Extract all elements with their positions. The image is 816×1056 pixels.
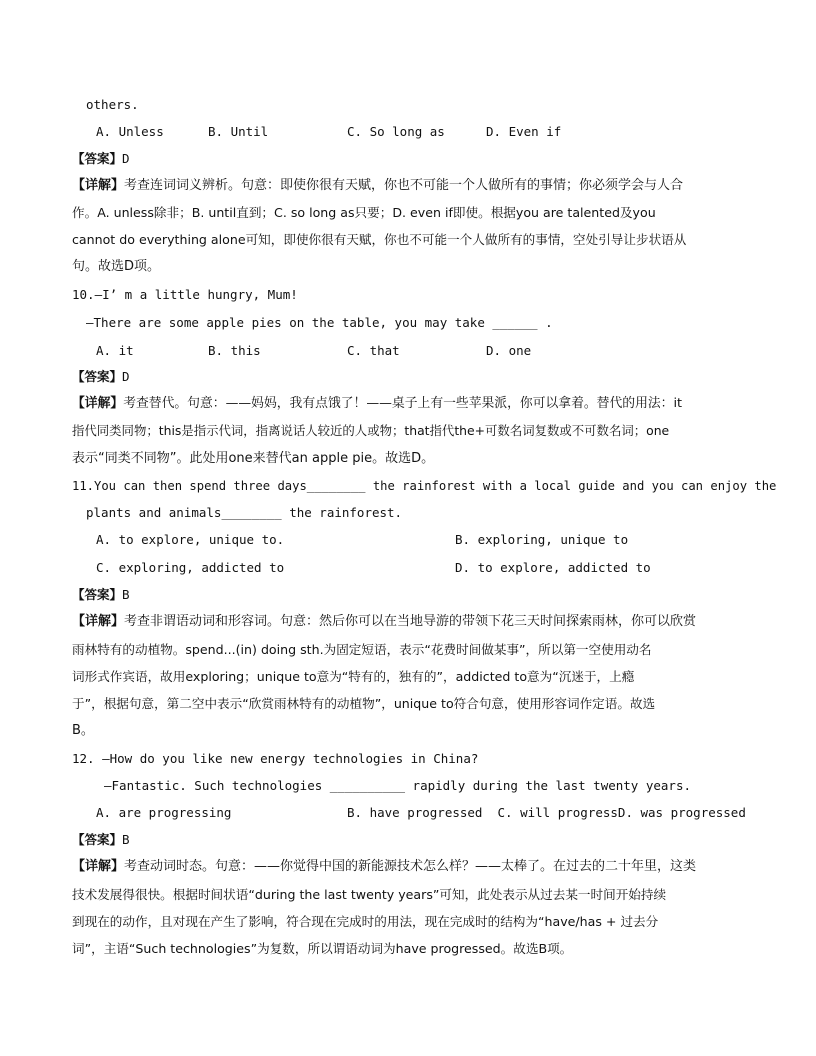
q12-detail-1: 【详解】考查动词时态。句意：——你觉得中国的新能源技术怎么样？——太棒了。在过去的二十年里，这类 [72, 859, 697, 874]
q10-line-1: 10.—I’ m a little hungry, Mum! [72, 287, 298, 302]
q10-detail-2: 指代同类同物；this是指示代词，指离说话人较近的人或物；that指代the+可数名词复数或不可数名词；one [72, 423, 670, 438]
q10-option-b: B. this [208, 343, 261, 358]
q12-detail-2: 技术发展得很快。根据时间状语“during the last twenty years”可知，此处表示从过去某一时间开始持续 [72, 887, 667, 902]
q11-detail-3: 词形式作宾语，故用exploring；unique to意为“特有的，独有的”，addicted to意为“沉迷于，上瘾 [72, 669, 635, 684]
q11-option-b: B. exploring, unique to [455, 532, 629, 547]
q11-line-1: 11.You can then spend three days________ the rainforest with a local guide and you can enjoy the [72, 479, 777, 493]
q12-line-2: —Fantastic. Such technologies __________ rapidly during the last twenty years. [104, 778, 691, 793]
q10-detail-3: 表示“同类不同物”。此处用one来替代an apple pie。故选D。 [72, 451, 435, 466]
q9-detail-3: cannot do everything alone可知，即使你很有天赋，你也不可能一个人做所有的事情，空处引导让步状语从 [72, 232, 687, 247]
detail-label: 【详解】 [72, 178, 125, 193]
answer-value: B [122, 587, 130, 602]
q10-answer [72, 369, 130, 385]
q9-option-a: A. Unless [96, 124, 164, 139]
q10-detail-1: 【详解】考查替代。句意：——妈妈，我有点饿了！——桌子上有一些苹果派，你可以拿着。替代的用法：it [72, 396, 683, 411]
q11-line-2: plants and animals________ the rainforest. [86, 505, 403, 520]
q11-detail-1: 【详解】考查非谓语动词和形容词。句意：然后你可以在当地导游的带领下花三天时间探索雨林，你可以欣赏 [72, 614, 697, 629]
q12-detail-4: 词”，主语“Such technologies”为复数，所以谓语动词为have progressed。故选B项。 [72, 941, 573, 956]
q12-option-a: A. are progressing [96, 805, 232, 820]
q11-detail-5: B。 [72, 723, 94, 738]
q9-answer [72, 151, 130, 167]
q12-answer [72, 832, 130, 848]
detail-label: 【详解】 [72, 614, 125, 629]
q9-detail-4: 句。故选D项。 [72, 259, 161, 274]
q11-option-d: D. to explore, addicted to [455, 560, 651, 575]
q9-detail-1: 【详解】考查连词词义辨析。句意：即使你很有天赋，你也不可能一个人做所有的事情；你必须学会与人合 [72, 178, 684, 193]
q12-line-1: 12. —How do you like new energy technologies in China? [72, 751, 479, 766]
q9-tail: others. [86, 97, 139, 112]
answer-label: 【答案】 [72, 587, 123, 602]
answer-label: 【答案】 [72, 832, 123, 847]
q11-detail-2: 雨林特有的动植物。spend...(in) doing sth.为固定短语，表示“花费时间做某事”，所以第一空使用动名 [72, 642, 652, 657]
q12-detail-3: 到现在的动作，且对现在产生了影响，符合现在完成时的用法，现在完成时的结构为“have/has + 过去分 [72, 914, 659, 929]
q11-answer [72, 587, 130, 603]
answer-value: B [122, 832, 130, 847]
answer-value: D [122, 369, 130, 384]
q10-option-d: D. one [486, 343, 532, 358]
q9-option-b: B. Until [208, 124, 269, 139]
q10-line-2: —There are some apple pies on the table, you may take ______ . [86, 315, 553, 330]
q12-option-bcd: B. have progressed C. will progressD. was progressed [347, 805, 746, 820]
q11-option-a: A. to explore, unique to. [96, 532, 285, 547]
q11-detail-4: 于”，根据句意，第二空中表示“欣赏雨林特有的动植物”，unique to符合句意，使用形容词作定语。故选 [72, 696, 656, 711]
q11-option-c: C. exploring, addicted to [96, 560, 285, 575]
q10-option-c: C. that [347, 343, 400, 358]
answer-value: D [122, 151, 130, 166]
detail-label: 【详解】 [72, 396, 124, 411]
answer-label: 【答案】 [72, 369, 123, 384]
detail-label: 【详解】 [72, 859, 125, 874]
q10-option-a: A. it [96, 343, 134, 358]
q9-option-d: D. Even if [486, 124, 562, 139]
answer-label: 【答案】 [72, 151, 123, 166]
q9-option-c: C. So long as [347, 124, 445, 139]
q9-detail-2: 作。A. unless除非；B. until直到；C. so long as只要；D. even if即使。根据you are talented及you [72, 205, 656, 220]
